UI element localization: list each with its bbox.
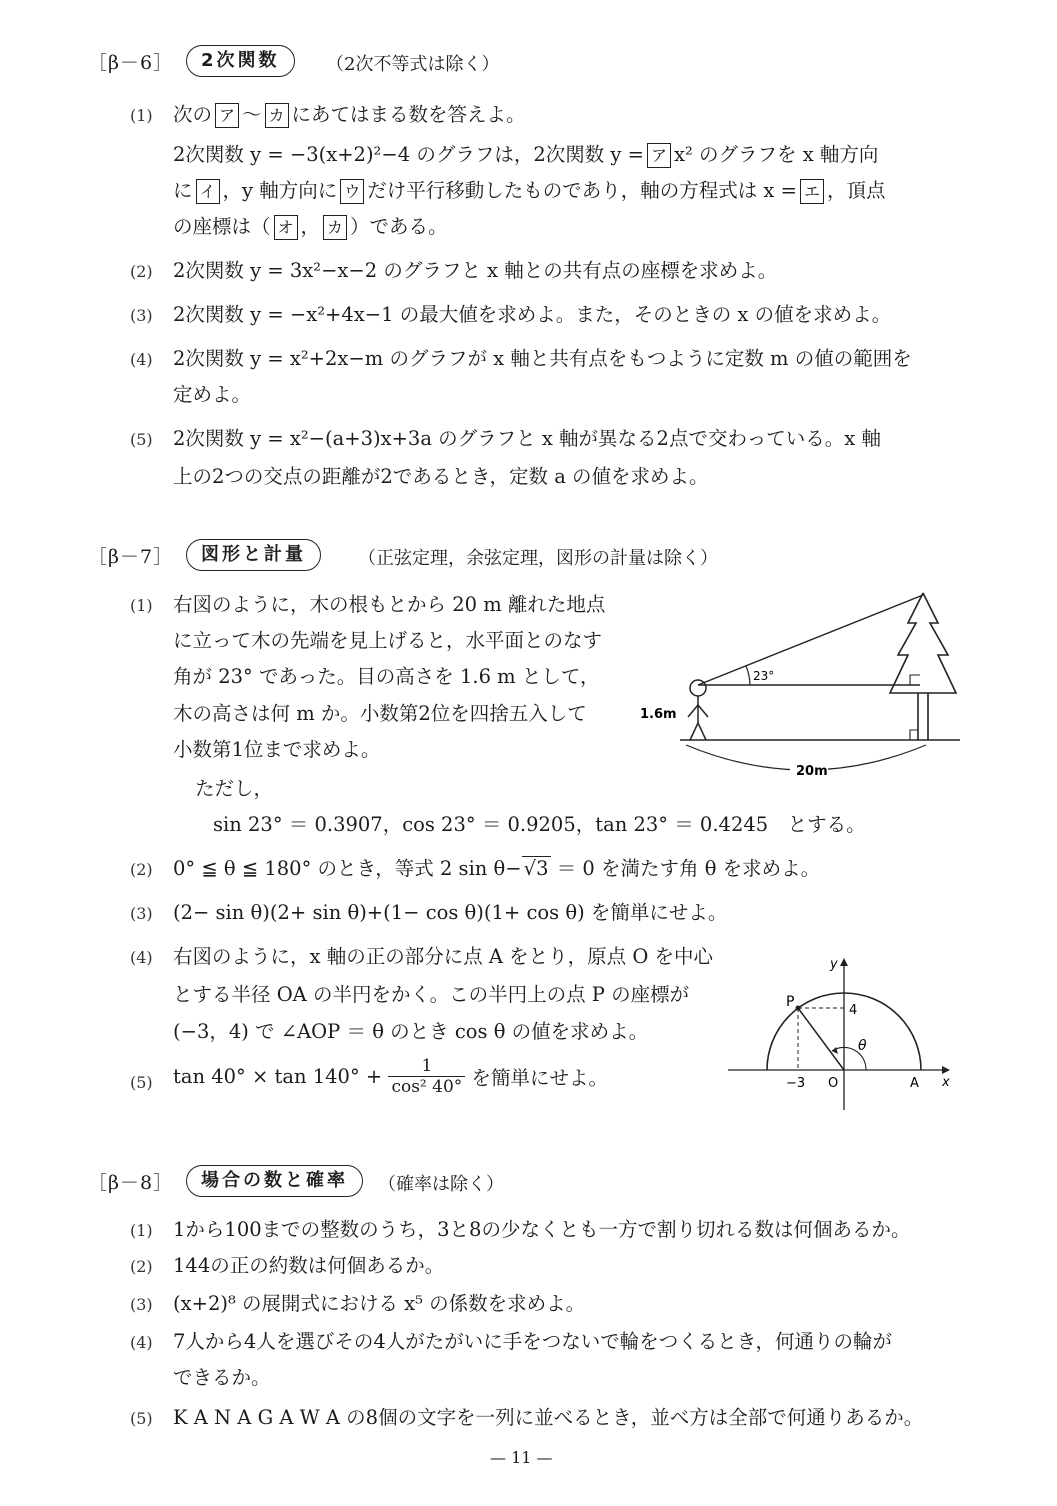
q7-4-line-3: (−3，4) で ∠AOP ＝ θ のとき cos θ の値を求めよ。 [173,1020,649,1043]
question-number: (5) [130,1409,153,1428]
q8-1-text: 1から100までの整数のうち，3と8の少なくとも一方で割り切れる数は何個あるか。 [173,1218,911,1241]
q6-5-line-2: 上の2つの交点の距離が2であるとき，定数 a の値を求めよ。 [173,465,709,488]
q8-5-text: K A N A G A W A の8個の文字を一列に並べるとき，並べ方は全部で何通りあるか。 [173,1406,924,1429]
theta-label: θ [858,1038,867,1054]
answer-box-i: イ [196,179,220,204]
question-number: (5) [130,430,153,449]
q7-3-text: (2− sin θ)(2+ sin θ)+(1− cos θ)(1+ cos θ) を簡単にせよ。 [173,901,728,924]
question-number: (4) [130,948,153,967]
answer-box-u: ウ [340,179,364,204]
eye-height-label: 1.6m [640,707,677,722]
question-number: (1) [130,106,153,125]
tree-angle-figure [640,585,970,785]
section-6-note: （2次不等式は除く） [326,54,500,75]
q7-2-text: 0° ≦ θ ≦ 180° のとき，等式 2 sin θ− √3 ＝ 0 を満たす角 θ を求めよ。 [173,857,821,880]
section-8-label: ［β－8］ [88,1172,174,1194]
answer-box-ka: カ [265,103,289,128]
q7-5-text: tan 40° × tan 140° + $\frac{1}{\text{cos² 40°}}$ を簡単にせよ。 [173,1056,609,1097]
question-number: (2) [130,860,153,879]
question-number: (4) [130,1333,153,1352]
origin-label: O [828,1076,839,1091]
point-p-label: P [786,994,795,1010]
y-four-label: 4 [849,1003,858,1018]
q7-1-line-3: 角が 23° であった。目の高さを 1.6 m として， [173,665,600,688]
fraction: $\frac{1}{\text{cos² 40°}}$ [388,1056,465,1097]
question-number: (2) [130,1257,153,1276]
distance-label: 20m [796,764,828,779]
semicircle-figure [720,950,960,1115]
question-number: (2) [130,262,153,281]
answer-box-ka: カ [323,215,347,240]
q6-1-line-2: 2次関数 y = −3(x+2)²−4 のグラフは，2次関数 y = ア x² のグラフを x 軸方向 [173,143,879,166]
q6-4-line-2: 定めよ。 [173,383,252,406]
q6-1-line-4: の座標は（ オ ， カ ）である。 [173,215,448,238]
question-number: (3) [130,904,153,923]
question-number: (1) [130,1221,153,1240]
q6-4-line-1: 2次関数 y = x²+2x−m のグラフが x 軸と共有点をもつように定数 m の値の範囲を [173,347,912,370]
q6-5-line-1: 2次関数 y = x²−(a+3)x+3a のグラフと x 軸が異なる2点で交わっている。x 軸 [173,427,881,450]
q6-3-text: 2次関数 y = −x²+4x−1 の最大値を求めよ。また，そのときの x の値を求めよ。 [173,303,892,326]
x-axis-label: x [942,1075,950,1090]
angle-label: 23° [753,669,775,683]
page-number: — 11 — [490,1448,553,1467]
sqrt-symbol: √3 [523,857,549,880]
section-6-label: ［β－6］ [88,52,174,74]
question-number: (3) [130,1295,153,1314]
q8-4-line-1: 7人から4人を選びその4人がたがいに手をつないで輪をつくるとき，何通りの輪が [173,1330,892,1353]
q7-4-line-2: とする半径 OA の半円をかく。この半円上の点 P の座標が [173,983,690,1006]
q7-4-line-1: 右図のように，x 軸の正の部分に点 A をとり，原点 O を中心 [173,945,714,968]
section-7-note: （正弦定理，余弦定理，図形の計量は除く） [358,548,718,569]
q7-1-line-5: 小数第1位まで求めよ。 [173,738,381,761]
y-axis-label: y [830,957,838,972]
q8-3-text: (x+2)⁸ の展開式における x⁵ の係数を求めよ。 [173,1292,586,1315]
section-8-title: 場合の数と確率 [186,1165,363,1197]
q8-2-text: 144の正の約数は何個あるか。 [173,1254,445,1277]
q7-1-line-2: に立って木の先端を見上げると，水平面とのなす [173,629,603,652]
q6-2-text: 2次関数 y = 3x²−x−2 のグラフと x 軸との共有点の座標を求めよ。 [173,259,778,282]
question-number: (5) [130,1073,153,1092]
answer-box-a: ア [215,103,239,128]
q6-1-line-1: 次の ア ～ カ にあてはまる数を答えよ。 [173,103,526,126]
answer-box-e: エ [800,179,824,204]
section-6-title: 2次関数 [186,45,295,77]
question-number: (1) [130,596,153,615]
q7-1-line-1: 右図のように，木の根もとから 20 m 離れた地点 [173,593,606,616]
q7-1-trig-values: sin 23° ＝ 0.3907，cos 23° ＝ 0.9205，tan 23° ＝ 0.4245 とする。 [213,813,866,836]
section-8-note: （確率は除く） [378,1174,504,1195]
q7-1-line-4: 木の高さは何 m か。小数第2位を四捨五入して [173,702,587,725]
x-neg3-label: −3 [786,1076,806,1091]
point-a-label: A [910,1076,919,1091]
question-number: (3) [130,306,153,325]
q7-1-tadashi: ただし， [195,777,274,800]
section-7-label: ［β－7］ [88,546,174,568]
answer-box-o: オ [274,215,298,240]
answer-box-a: ア [647,143,671,168]
question-number: (4) [130,350,153,369]
q8-4-line-2: できるか。 [173,1366,271,1389]
section-7-title: 図形と計量 [186,539,321,571]
q6-1-line-3: に イ ，y 軸方向に ウ だけ平行移動したものであり，軸の方程式は x = エ ，頂点 [173,179,886,202]
